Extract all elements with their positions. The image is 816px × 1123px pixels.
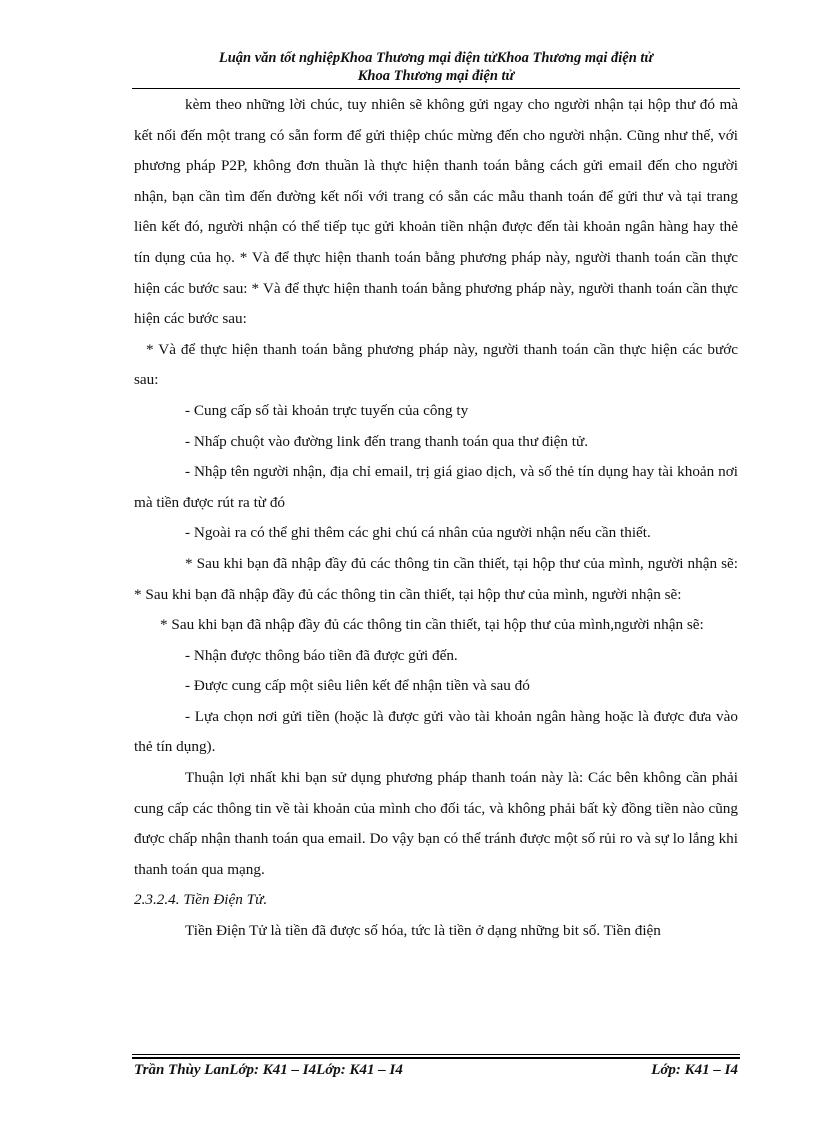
paragraph-advantages: Thuận lợi nhất khi bạn sử dụng phương pháp thanh toán này là: Các bên không cần phải cung cấp các thông tin về tài khoản của mình cho đối tác, và không phải bất kỳ đồng tiền nào cũng được chấp nhận thanh toán qua email. Do vậy bạn có thể tránh được một số rủi ro và sự lo lắng khi thanh toán qua mạng. (134, 769, 738, 878)
footer-class: Lớp: K41 – I4 (651, 1062, 738, 1078)
list-item-step-1: - Cung cấp số tài khoản trực tuyến của công ty (185, 401, 469, 419)
header-line-1: Luận văn tốt nghiệpKhoa Thương mại điện tửKhoa Thương mại điện tử (218, 50, 654, 66)
paragraph-recipient-intro-2: * Sau khi bạn đã nhập đầy đủ các thông tin cần thiết, tại hộp thư của mình,người nhận sẽ: (160, 616, 704, 634)
list-item-step-3: - Nhập tên người nhận, địa chỉ email, trị giá giao dịch, và số thẻ tín dụng hay tài khoản nơi mà tiền được rút ra từ đó (134, 463, 738, 511)
list-item-step-2: - Nhấp chuột vào đường link đến trang thanh toán qua thư điện tử. (185, 432, 589, 450)
list-item-step-4: - Ngoài ra có thể ghi thêm các ghi chú cá nhân của người nhận nếu cần thiết. (185, 524, 651, 542)
list-item-receive-1: - Nhận được thông báo tiền đã được gửi đến. (185, 646, 458, 664)
paragraph-p2p-intro: kèm theo những lời chúc, tuy nhiên sẽ không gửi ngay cho người nhận tại hộp thư đó mà kết nối đến một trang có sẵn form để gửi thiệp chúc mừng đến cho người nhận. Cũng như thế, với phương pháp P2P, không đơn thuần là thực hiện thanh toán bằng cách gửi email đến cho người nhận, bạn cần tìm đến đường kết nối với trang có sẵn các mẫu thanh toán để gửi thư và tại trang liên kết đó, người nhận có thể tiếp tục gửi khoản tiền nhận được đến tài khoản ngân hàng hay thẻ tín dụng của họ. * Và để thực hiện thanh toán bằng phương pháp này, người thanh toán cần thực hiện các bước sau: * Và để thực hiện thanh toán bằng phương pháp này, người thanh toán cần thực hiện các bước sau: (134, 96, 738, 328)
footer-author: Trần Thùy LanLớp: K41 – I4Lớp: K41 – I4 (134, 1062, 403, 1078)
header-divider (132, 88, 740, 89)
document-body (134, 90, 738, 947)
header-line-2: Khoa Thương mại điện tử (357, 68, 515, 84)
footer-divider-thick (132, 1057, 740, 1059)
paragraph-steps-intro: * Và để thực hiện thanh toán bằng phương pháp này, người thanh toán cần thực hiện các bước sau: (134, 340, 738, 389)
paragraph-e-money: Tiền Điện Tử là tiền đã được số hóa, tức là tiền ở dạng những bit số. Tiền điện (185, 922, 661, 940)
page-header (132, 49, 740, 85)
footer-divider-thin (132, 1054, 740, 1055)
paragraph-recipient-intro: * Sau khi bạn đã nhập đầy đủ các thông tin cần thiết, tại hộp thư của mình, người nhận sẽ: * Sau khi bạn đã nhập đầy đủ các thông tin cần thiết, tại hộp thư của mình, người nhận sẽ: (134, 554, 738, 603)
section-heading: 2.3.2.4. Tiền Điện Tử. (134, 891, 268, 909)
list-item-receive-3: - Lựa chọn nơi gửi tiền (hoặc là được gửi vào tài khoản ngân hàng hoặc là được đưa vào thẻ tín dụng). (134, 707, 738, 756)
list-item-receive-2: - Được cung cấp một siêu liên kết để nhận tiền và sau đó (185, 677, 530, 695)
